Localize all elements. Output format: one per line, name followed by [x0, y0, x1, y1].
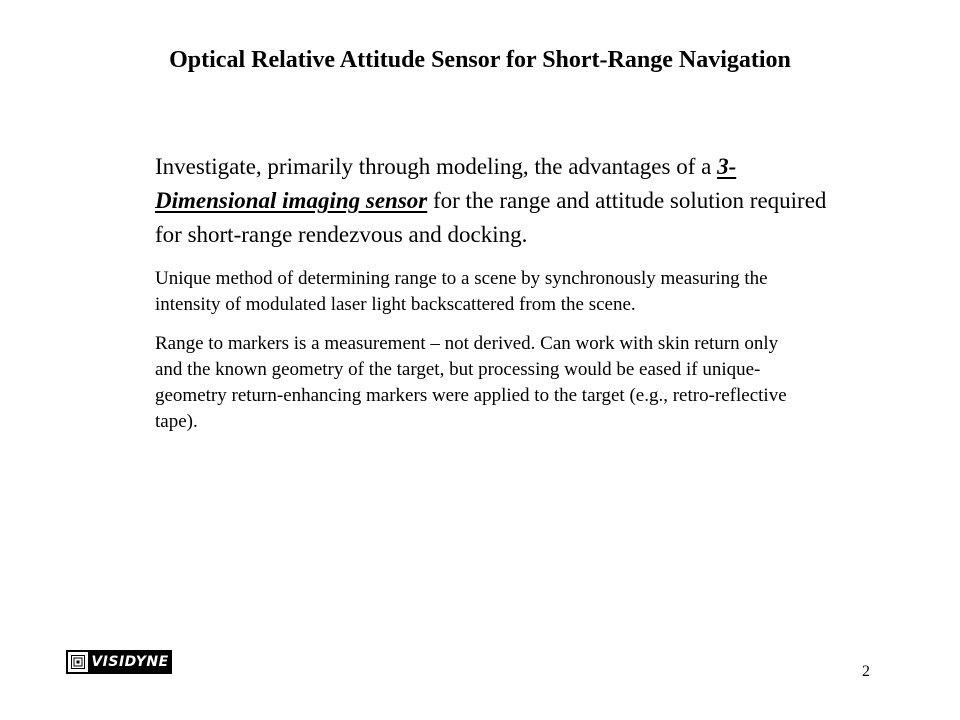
- paragraph-ranging-method: Unique method of determining range to a scene by synchronously measuring the intensity of modulated laser light backscattered from the scene.: [155, 268, 768, 315]
- visidyne-logo: [66, 650, 172, 674]
- lead-text-before: Investigate, primarily through modeling, the advantages of a: [155, 154, 718, 179]
- concentric-squares-icon: [68, 652, 90, 672]
- slide-body: [155, 150, 835, 435]
- page-number: 2: [862, 663, 870, 680]
- lead-paragraph: [155, 150, 835, 252]
- lead-emphasis: 3-Dimensional imaging sensor: [155, 154, 737, 213]
- paragraph-range-markers: Range to markers is a measurement – not derived. Can work with skin return only and the known geometry of the target, but processing would be eased if unique-geometry return-enhancing markers were applied to the target (e.g., retro-reflective tape).: [155, 333, 787, 432]
- slide-title: Optical Relative Attitude Sensor for Short-Range Navigation: [169, 47, 791, 73]
- lead-text-after: for the range and attitude solution required for short-range rendezvous and docking.: [155, 188, 827, 247]
- logo-wordmark: VISIDYNE: [91, 654, 169, 670]
